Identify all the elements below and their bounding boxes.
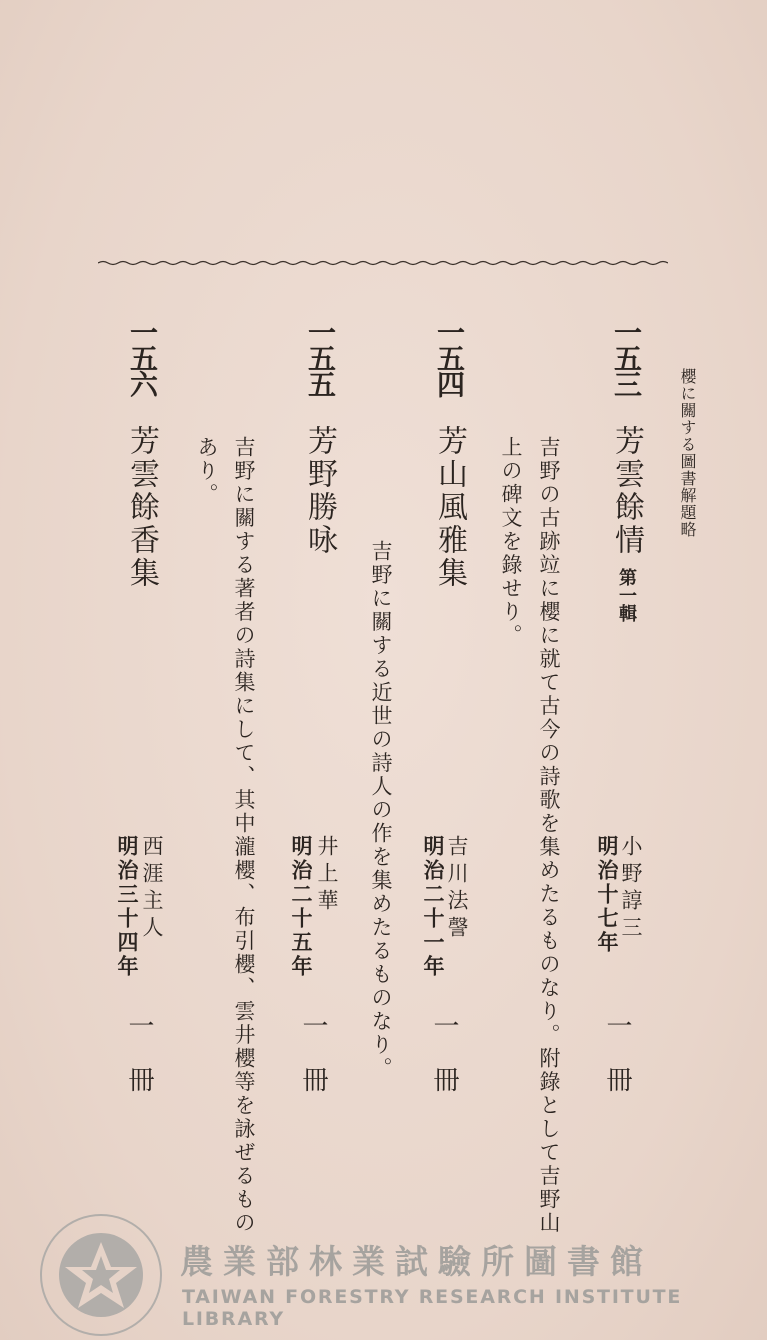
entry-title: 芳野勝咏: [302, 425, 337, 557]
entry-description: 吉野の古跡竝に櫻に就て古今の詩歌を集めたるものなり。附錄として吉野山: [537, 436, 561, 1235]
entry-title: 芳雲餘香集: [124, 425, 159, 590]
entry-date: 明治三十四年: [115, 835, 140, 979]
entry-date: 明治二十五年: [289, 835, 314, 979]
entry-number: 一五五: [304, 318, 337, 396]
entry-subtitle: 第一輯: [616, 568, 637, 622]
top-rule: [98, 258, 668, 268]
entry-title: 芳雲餘情: [609, 425, 644, 557]
entry-description: 上の碑文を錄せり。: [499, 436, 523, 648]
entry-volume: 一冊: [602, 1012, 632, 1120]
running-header: 櫻に關する圖書解題略: [678, 368, 697, 538]
entry-number: 一五三: [610, 318, 643, 396]
entry-number: 一五六: [126, 318, 159, 396]
entry-title: 芳山風雅集: [432, 425, 467, 590]
entry-description: あり。: [195, 436, 219, 507]
entry-date: 明治二十一年: [421, 835, 446, 979]
entry-volume: 一冊: [429, 1012, 459, 1120]
entry-description: 吉野に關する著者の詩集にして、其中瀧櫻、布引櫻、雲井櫻等を詠ぜるもの: [232, 436, 256, 1235]
entry-date: 明治十七年: [595, 835, 620, 955]
entry-author: 井上華: [315, 835, 339, 916]
entry-number: 一五四: [433, 318, 466, 396]
entry-author: 吉川法謦: [445, 835, 469, 943]
institute-seal-logo: [38, 1212, 164, 1338]
entry-description: 吉野に關する近世の詩人の作を集めたるものなり。: [369, 540, 393, 1081]
entry-author: 西涯主人: [140, 835, 164, 943]
entry-author: 小野諄三: [619, 835, 643, 943]
library-name: 農業部林業試驗所圖書館: [180, 1242, 653, 1281]
library-english-name: TAIWAN FORESTRY RESEARCH INSTITUTE LIBRARY: [182, 1286, 683, 1330]
entry-volume: 一冊: [124, 1012, 154, 1120]
entry-volume: 一冊: [298, 1012, 328, 1120]
